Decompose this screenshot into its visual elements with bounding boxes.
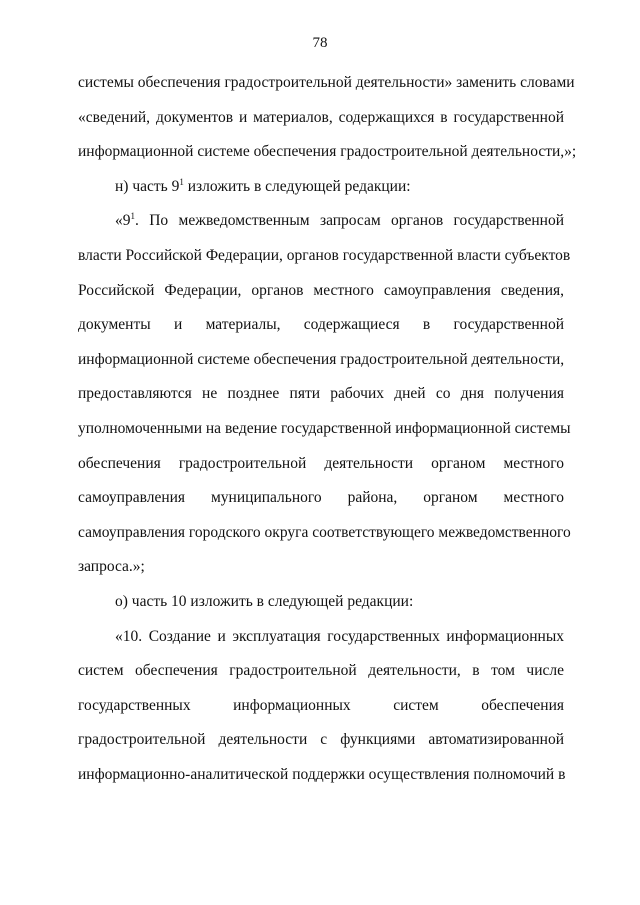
text-line: «сведений, документов и материалов, содержащихся в государственной — [78, 108, 564, 126]
text-line: документы и материалы, содержащиеся в государственной — [78, 316, 564, 334]
text-line: самоуправления муниципального района, органом местного — [78, 489, 564, 507]
text-fragment: . По межведомственным запросам органов государственной — [135, 212, 564, 230]
text-line: самоуправления городского округа соответствующего межведомственного — [78, 523, 571, 541]
page-number: 78 — [312, 35, 328, 51]
text-line: запроса.»; — [78, 558, 145, 576]
text-line: обеспечения градостроительной деятельности органом местного — [78, 454, 564, 472]
text-line: информационной системе обеспечения градостроительной деятельности, — [78, 350, 565, 368]
superscript: 1 — [130, 211, 135, 222]
paragraph-9-1-start — [78, 204, 564, 239]
superscript: 1 — [179, 176, 184, 187]
paragraph-10-start: «10. Создание и эксплуатация государственных информационных — [115, 627, 564, 645]
paragraph-heading-n — [78, 170, 564, 205]
text-line: Российской Федерации, органов местного самоуправления сведения, — [78, 281, 564, 299]
text-line: уполномоченными на ведение государственной информационной системы — [78, 419, 571, 437]
text-fragment: изложить в следующей редакции: — [183, 177, 411, 195]
text-line: градостроительной деятельности с функциями автоматизированной — [78, 731, 564, 749]
text-fragment: н) часть 9 — [115, 177, 180, 195]
text-line: информационно-аналитической поддержки осуществления полномочий в — [78, 765, 566, 783]
text-line: предоставляются не позднее пяти рабочих дней со дня получения — [78, 385, 564, 403]
text-line: системы обеспечения градостроительной деятельности» заменить словами — [78, 74, 575, 91]
text-line: систем обеспечения градостроительной деятельности, в том числе — [78, 662, 564, 680]
paragraph-heading-o: о) часть 10 изложить в следующей редакции: — [115, 592, 414, 610]
text-line: информационной системе обеспечения градостроительной деятельности,»; — [78, 143, 577, 161]
document-body — [78, 66, 577, 792]
text-fragment: «9 — [115, 212, 131, 230]
text-line: государственных информационных систем обеспечения — [78, 696, 564, 714]
text-line: власти Российской Федерации, органов государственной власти субъектов — [78, 246, 571, 264]
